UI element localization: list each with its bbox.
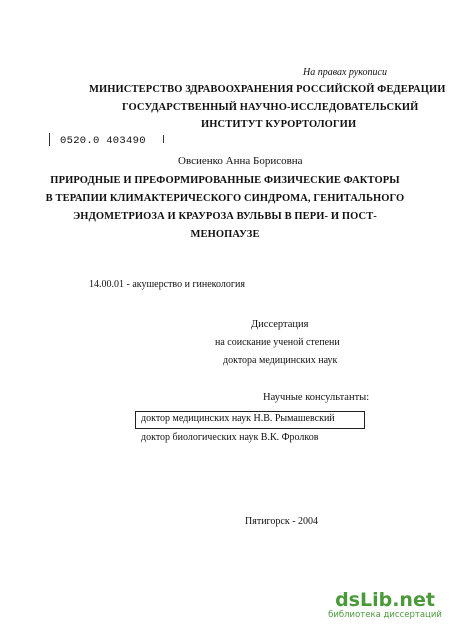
stamp-tick-right	[163, 135, 164, 143]
watermark-name: dsLib.net	[335, 589, 435, 611]
title-line-3: ЭНДОМЕТРИОЗА И КРАУРОЗА ВУЛЬВЫ В ПЕРИ- И ПОСТ-	[73, 211, 377, 222]
consultants-heading: Научные консультанты:	[263, 392, 370, 403]
stamp-tick-left	[49, 133, 50, 146]
consultant-1: доктор медицинских наук Н.В. Рымашевский	[141, 413, 335, 424]
ministry-line: МИНИСТЕРСТВО ЗДРАВООХРАНЕНИЯ РОССИЙСКОЙ ФЕДЕРАЦИИ	[89, 84, 446, 95]
author-name: Овсиенко Анна Борисовна	[178, 155, 303, 167]
title-line-1: ПРИРОДНЫЕ И ПРЕФОРМИРОВАННЫЕ ФИЗИЧЕСКИЕ ФАКТОРЫ	[50, 175, 400, 186]
specialty-code: 14.00.01 - акушерство и гинекология	[89, 279, 245, 290]
library-stamp-code: 0520.0 403490	[60, 135, 146, 147]
manuscript-note: На правах рукописи	[303, 67, 387, 78]
degree-name: доктора медицинских наук	[223, 355, 338, 366]
dslib-watermark	[326, 590, 444, 621]
institute-line-2: ИНСТИТУТ КУРОРТОЛОГИИ	[201, 119, 357, 130]
consultant-2: доктор биологических наук В.К. Фролков	[141, 432, 319, 443]
degree-purpose: на соискание ученой степени	[215, 337, 340, 348]
dissertation-label: Диссертация	[251, 319, 309, 330]
institute-line-1: ГОСУДАРСТВЕННЫЙ НАУЧНО-ИССЛЕДОВАТЕЛЬСКИЙ	[122, 102, 419, 113]
title-line-4: МЕНОПАУЗЕ	[190, 229, 260, 240]
watermark-subtitle: библиотека диссертаций	[328, 610, 442, 620]
city-year: Пятигорск - 2004	[245, 516, 319, 527]
title-line-2: В ТЕРАПИИ КЛИМАКТЕРИЧЕСКОГО СИНДРОМА, ГЕНИТАЛЬНОГО	[45, 193, 405, 204]
